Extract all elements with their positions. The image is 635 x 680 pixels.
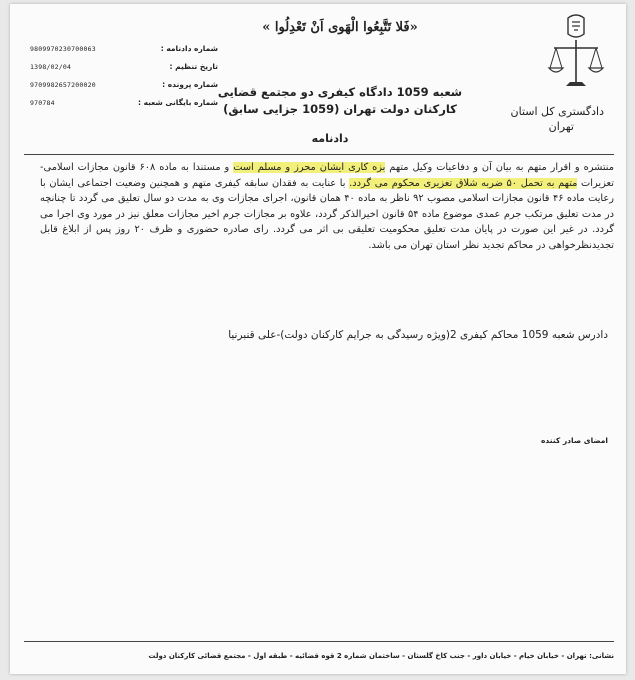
date-label: تاریخ تنظیم : [169, 62, 218, 71]
branch-line1: شعبه 1059 دادگاه کیفری دو مجتمع قضایی [217, 85, 463, 99]
verdict-number-label: شماره دادنامه : [160, 44, 218, 53]
court-address: نشانی: تهران - خیابان خیام - خیابان داور - جنب کاخ گلستان - ساختمان شماره 2 قوه قضائیه - طبقه اول - مجتمع قضائی کارکنان دولت [148, 652, 614, 660]
date-value: 1398/02/04 [30, 63, 72, 71]
branch-line2: کارکنان دولت تهران (1059 جزایی سابق) [223, 102, 457, 116]
judiciary-emblem-icon [546, 12, 606, 92]
verdict-text-part1: منتشره و اقرار متهم به بیان آن و دفاعیات وکیل متهم [385, 162, 615, 173]
document-sheet [10, 4, 626, 674]
branch-title [210, 84, 470, 118]
meta-row-archive-number [28, 96, 218, 114]
verdict-text [40, 160, 614, 254]
issuer-signature-label: امضای صادر کننده [541, 436, 608, 445]
verdict-text-part2: و مستندا به ماده ۶۰۸ قانون مجازات اسلامی-تعزیرات [40, 162, 614, 189]
quran-verse: «فَلا تَتَّبِعُوا الْهَوى اَنْ تَعْدِلُوا » [262, 20, 418, 35]
highlighted-guilt-finding: بزه کاری ایشان محرز و مسلم است [233, 162, 386, 173]
case-number-label: شماره پرونده : [162, 80, 218, 89]
document-metadata [28, 42, 218, 114]
archive-number-label: شماره بایگانی شعبه : [137, 98, 218, 107]
court-name [494, 104, 604, 134]
highlighted-sentence: متهم به تحمل ۵۰ ضربه شلاق تعزیری محکوم می گردد. [349, 177, 578, 189]
court-name-line1: دادگستری کل استان [510, 105, 604, 118]
meta-row-verdict-number [28, 42, 218, 60]
document-title: دادنامه [311, 132, 349, 145]
meta-row-date [28, 60, 218, 78]
meta-row-case-number [28, 78, 218, 96]
judge-line: دادرس شعبه 1059 محاکم کیفری 2(ویژه رسیدگی به جرایم کارکنان دولت)-علی قنبرنیا [228, 329, 608, 341]
case-number-value: 9709982657200020 [30, 81, 96, 89]
verdict-number-value: 9809970230700063 [30, 45, 96, 53]
top-divider [24, 154, 614, 155]
bottom-divider [24, 641, 614, 642]
verdict-text-part3: با عنایت به فقدان سابقه کیفری متهم و همچنین وضعیت اجتماعی ایشان با رعایت ماده ۴۶ قانون مجازات اسلامی مصوب ۹۲ ناظر به ماده ۴۰ همان قانون، اجرای مجازات وی به مدت دو سال تعلیق می گردد تا چنانچه در مدت تعلیق مرتکب جرم عمدی موضوع ماده ۵۴ قانون اخیرالذکر گردد، علاوه بر مجازات جرم اخیر مجازات معلق نیز در مورد وی اجرا می گردد. در غیر این صورت در پایان مدت تعلیق محکومیت تعلیقی بی اثر می گردد. رای صادره حضوری و ظرف ۲۰ روز پس از ابلاغ قابل تجدیدنظرخواهی در محاکم تجدید نظر استان تهران می باشد. [40, 177, 614, 251]
archive-number-value: 970784 [30, 99, 55, 107]
court-name-line2: تهران [548, 120, 574, 133]
